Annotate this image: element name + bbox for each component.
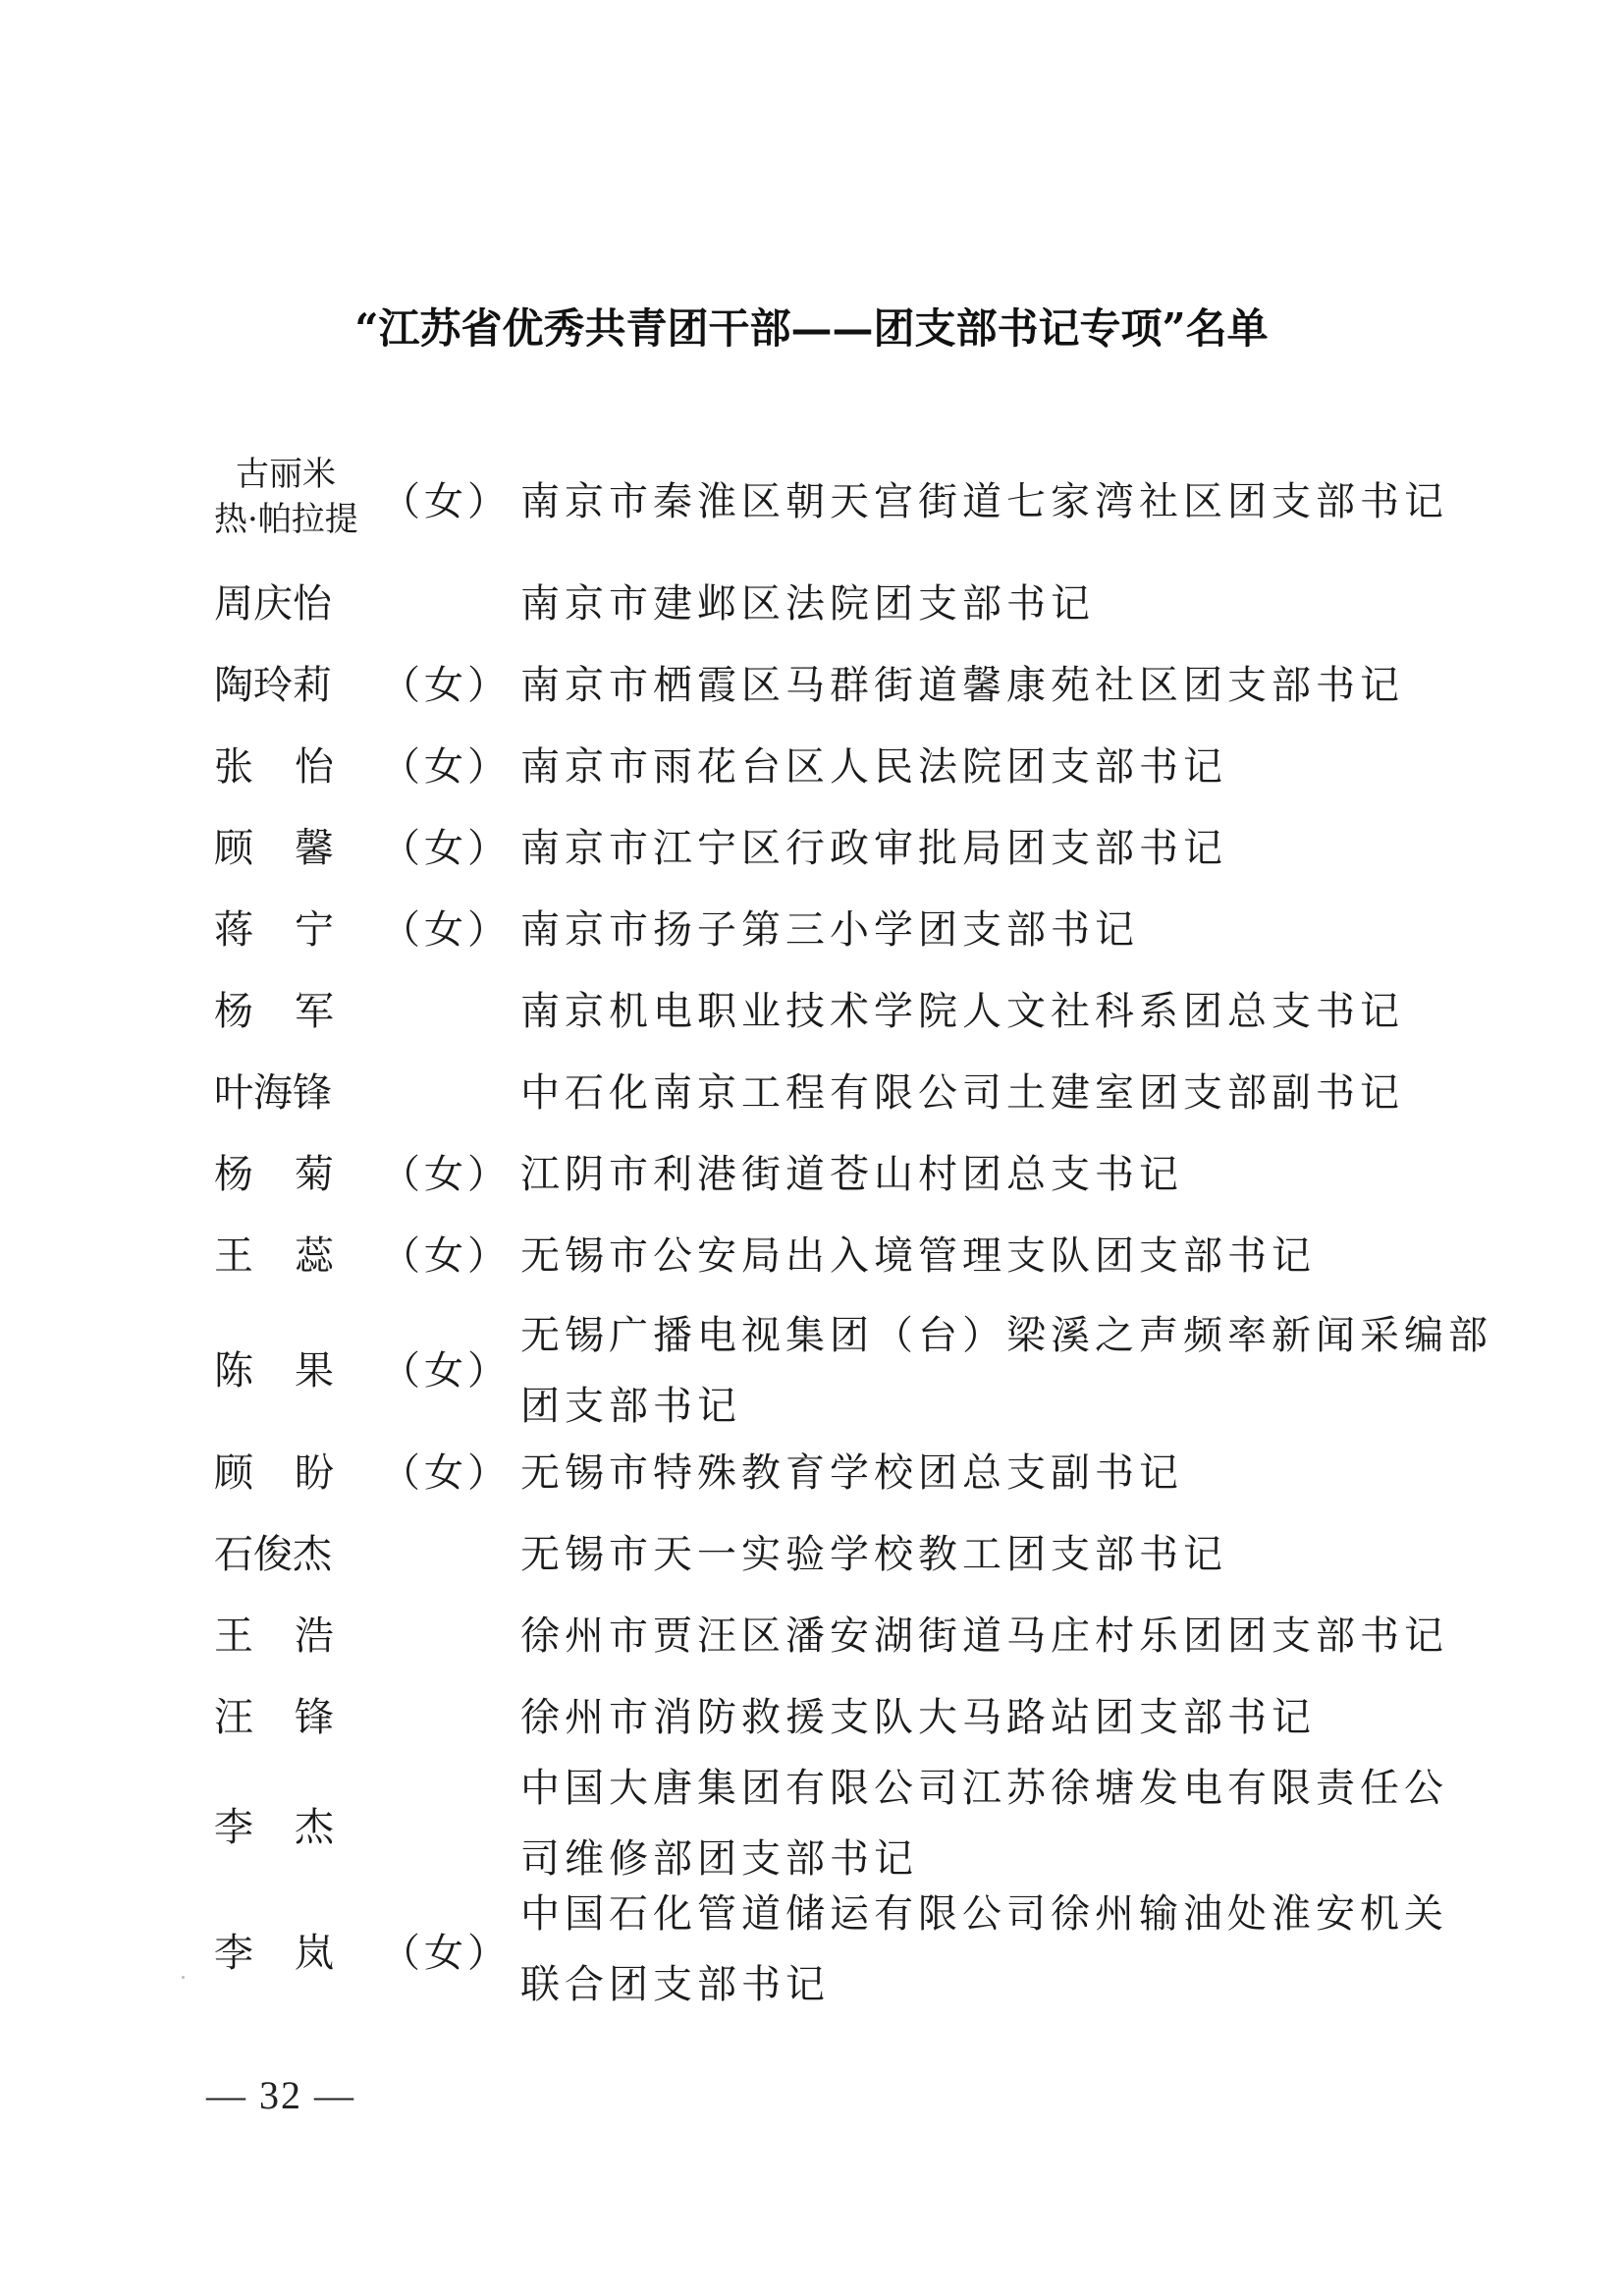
gender-note: （女） bbox=[381, 1450, 511, 1496]
person-name: 古丽米 热·帕拉提 bbox=[214, 455, 358, 539]
gender-note: （女） bbox=[381, 1152, 511, 1197]
organization: 南京市江宁区行政审批局团支部书记 bbox=[520, 826, 1227, 871]
person-name: 杨菊 bbox=[214, 1152, 375, 1197]
person-name: 张怡 bbox=[214, 744, 375, 790]
person-name: 汪锋 bbox=[214, 1695, 375, 1740]
organization: 南京机电职业技术学院人文社科系团总支书记 bbox=[520, 989, 1404, 1034]
page-title: “江苏省优秀共青团干部——团支部书记专项”名单 bbox=[354, 304, 1269, 353]
organization: 南京市建邺区法院团支部书记 bbox=[520, 581, 1095, 627]
organization: 中国石化管道储运有限公司徐州输油处淮安机关 联合团支部书记 bbox=[520, 1891, 1448, 2007]
gender-note: （女） bbox=[381, 826, 511, 871]
organization: 徐州市消防救援支队大马路站团支部书记 bbox=[520, 1695, 1316, 1740]
organization: 南京市雨花台区人民法院团支部书记 bbox=[520, 744, 1227, 790]
organization: 无锡市公安局出入境管理支队团支部书记 bbox=[520, 1233, 1316, 1279]
scan-speck bbox=[182, 1976, 185, 1979]
gender-note: （女） bbox=[381, 907, 511, 953]
gender-note: （女） bbox=[381, 744, 511, 790]
person-name: 李岚 bbox=[214, 1931, 375, 1976]
person-name: 石俊杰 bbox=[214, 1532, 332, 1577]
organization: 徐州市贾汪区潘安湖街道马庄村乐团团支部书记 bbox=[520, 1613, 1448, 1659]
organization: 南京市扬子第三小学团支部书记 bbox=[520, 907, 1139, 953]
organization: 无锡市天一实验学校教工团支部书记 bbox=[520, 1532, 1227, 1577]
organization: 江阴市利港街道苍山村团总支书记 bbox=[520, 1152, 1183, 1197]
organization: 南京市栖霞区马群街道馨康苑社区团支部书记 bbox=[520, 663, 1404, 708]
person-name: 蒋宁 bbox=[214, 907, 375, 953]
person-name: 王浩 bbox=[214, 1613, 375, 1659]
person-name: 周庆怡 bbox=[214, 581, 332, 627]
gender-note: （女） bbox=[381, 663, 511, 708]
organization: 无锡广播电视集团（台）梁溪之声频率新闻采编部 团支部书记 bbox=[520, 1313, 1492, 1429]
gender-note: （女） bbox=[381, 479, 511, 524]
gender-note: （女） bbox=[381, 1233, 511, 1279]
person-name: 陶玲莉 bbox=[214, 663, 332, 708]
organization: 中石化南京工程有限公司土建室团支部副书记 bbox=[520, 1070, 1404, 1116]
page-number: — 32 — bbox=[206, 2073, 355, 2117]
person-name: 陈果 bbox=[214, 1348, 375, 1394]
gender-note: （女） bbox=[381, 1931, 511, 1976]
organization: 南京市秦淮区朝天宫街道七家湾社区团支部书记 bbox=[520, 479, 1448, 524]
person-name: 杨军 bbox=[214, 989, 375, 1034]
person-name: 李杰 bbox=[214, 1805, 375, 1850]
person-name: 王蕊 bbox=[214, 1233, 375, 1279]
person-name: 叶海锋 bbox=[214, 1070, 332, 1116]
organization: 中国大唐集团有限公司江苏徐塘发电有限责任公 司维修部团支部书记 bbox=[520, 1766, 1448, 1882]
person-name: 顾盼 bbox=[214, 1450, 375, 1496]
gender-note: （女） bbox=[381, 1348, 511, 1394]
organization: 无锡市特殊教育学校团总支副书记 bbox=[520, 1450, 1183, 1496]
person-name: 顾馨 bbox=[214, 826, 375, 871]
